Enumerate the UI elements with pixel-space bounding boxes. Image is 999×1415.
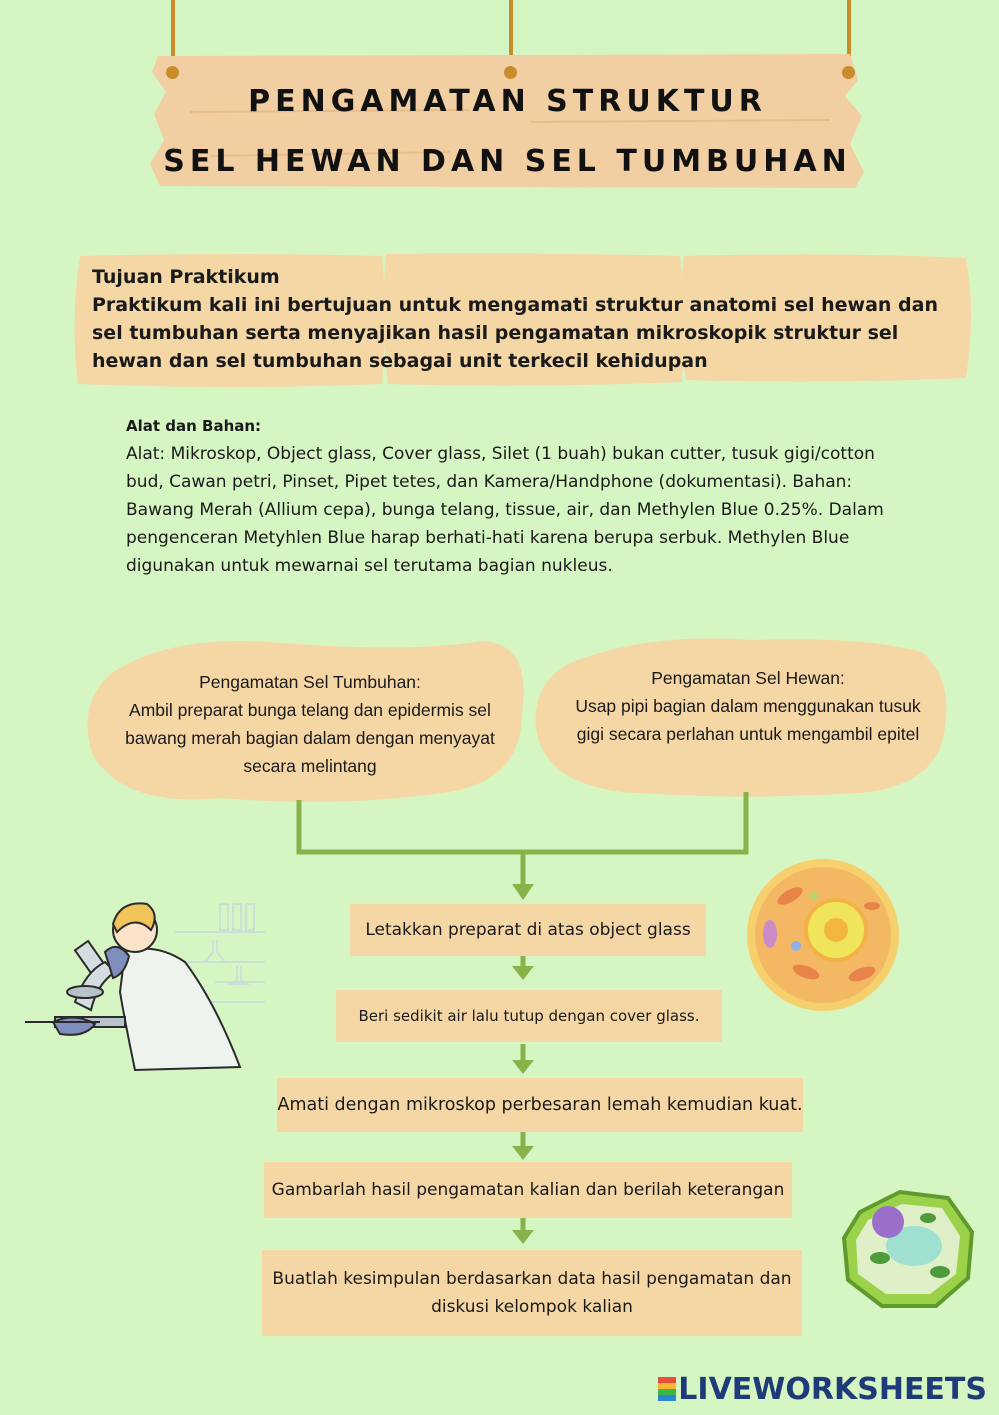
logo-mark-icon	[658, 1377, 676, 1401]
step-5	[262, 1250, 802, 1336]
scientist-microscope-illustration	[25, 892, 270, 1072]
liveworksheets-logo	[658, 1372, 987, 1407]
plant-cell-illustration	[840, 1188, 976, 1310]
step-3	[277, 1078, 803, 1132]
step-4-text: Gambarlah hasil pengamatan kalian dan berilah keterangan	[271, 1180, 785, 1200]
step-3-text: Amati dengan mikroskop perbesaran lemah kemudian kuat.	[277, 1095, 803, 1115]
alat-heading: Alat dan Bahan:	[126, 417, 262, 435]
tujuan-body: Praktikum kali ini bertujuan untuk mengamati struktur anatomi sel hewan dan sel tumbuhan serta menyajikan hasil pengamatan mikroskopik struktur sel hewan dan sel tumbuhan sebagai unit terkecil kehidupan	[92, 294, 938, 372]
step-1-text: Letakkan preparat di atas object glass	[365, 920, 691, 940]
alat-body: Alat: Mikroskop, Object glass, Cover glass, Silet (1 buah) bukan cutter, tusuk gigi/cotton bud, Cawan petri, Pinset, Pipet tetes, dan Kamera/Handphone (dokumentasi). Bahan: Bawang Merah (Allium cepa), bunga telang, tissue, air, dan Methylen Blue 0.25%. Dalam pengenceran Metyhlen Blue harap berhati-hati karena berupa serbuk. Methylen Blue digunakan untuk mewarnai sel terutama bagian nukleus.	[126, 444, 884, 576]
step-5-text: Buatlah kesimpulan berdasarkan data hasil pengamatan dan diskusi kelompok kalian	[272, 1269, 792, 1317]
logo-text: LIVEWORKSHEETS	[678, 1372, 987, 1407]
animal-cell-illustration	[744, 856, 902, 1014]
step-2-text: Beri sedikit air lalu tutup dengan cover glass.	[358, 1007, 700, 1025]
step-2	[336, 990, 722, 1042]
tujuan-heading: Tujuan Praktikum	[92, 266, 280, 288]
step-1	[350, 904, 706, 956]
tumbuhan-heading: Pengamatan Sel Tumbuhan:	[199, 672, 421, 692]
step-4	[264, 1162, 792, 1218]
page-title-line1: PENGAMATAN STRUKTUR	[248, 84, 767, 119]
hewan-body: Usap pipi bagian dalam menggunakan tusuk gigi secara perlahan untuk mengambil epitel	[575, 696, 921, 744]
page-title-line2: SEL HEWAN DAN SEL TUMBUHAN	[163, 144, 852, 179]
tumbuhan-body: Ambil preparat bunga telang dan epidermis sel bawang merah bagian dalam dengan menyayat secara melintang	[125, 700, 495, 776]
hewan-heading: Pengamatan Sel Hewan:	[651, 668, 845, 688]
